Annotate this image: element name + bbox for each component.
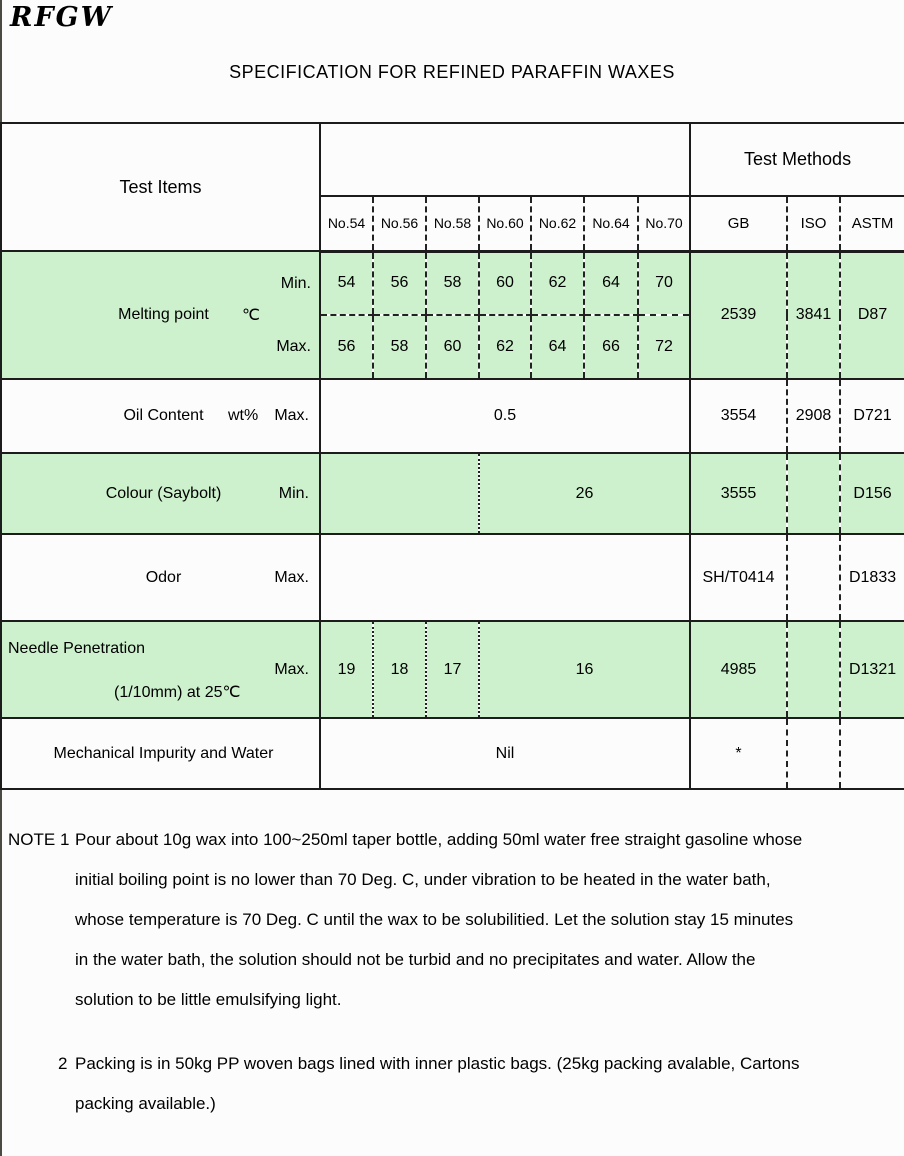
melting-min-no54: 54: [320, 251, 373, 315]
celsius-unit: ℃: [242, 307, 260, 324]
melting-min-no62: 62: [531, 251, 584, 315]
company-logo: RFGW: [10, 2, 113, 33]
odor-iso: [787, 534, 840, 621]
method-header-iso: ISO: [787, 196, 840, 251]
max-label: Max.: [274, 660, 309, 678]
odor-astm: D1833: [840, 534, 904, 621]
max-label: Max.: [274, 568, 309, 586]
melting-max-no64: 66: [584, 315, 638, 379]
needle-gb: 4985: [690, 621, 787, 718]
melting-min-no58: 58: [426, 251, 479, 315]
mechanical-gb: *: [690, 718, 787, 789]
oil-gb: 3554: [690, 379, 787, 453]
needle-label: Needle Penetration: [8, 639, 145, 657]
oil-content-value: 0.5: [320, 379, 690, 453]
melting-astm: D87: [840, 251, 904, 379]
note-1-line: whose temperature is 70 Deg. C until the wax to be solubilitied. Let the solution stay 15 minutes: [75, 910, 794, 929]
row-melting-point: [1, 251, 904, 315]
colour-astm: D156: [840, 453, 904, 534]
grade-header-no58: No.58: [426, 196, 479, 251]
note-1-line: solution to be little emulsifying light.: [75, 990, 342, 1009]
test-methods-header: Test Methods: [690, 123, 904, 196]
note-1: [0, 820, 890, 1020]
melting-max-no62: 64: [531, 315, 584, 379]
melting-max-no70: 72: [638, 315, 690, 379]
mechanical-astm: [840, 718, 904, 789]
mechanical-iso: [787, 718, 840, 789]
needle-sublabel: (1/10mm) at 25℃: [114, 684, 241, 702]
odor-gb: SH/T0414: [690, 534, 787, 621]
note-1-line: in the water bath, the solution should not be turbid and no precipitates and water. Allow the: [75, 950, 756, 969]
odor-value: [320, 534, 690, 621]
oil-content-item-cell: [1, 379, 320, 453]
grades-header-spacer: [320, 123, 690, 196]
mechanical-label: Mechanical Impurity and Water: [53, 744, 274, 762]
note-2: [0, 1044, 890, 1124]
melting-min-no70: 70: [638, 251, 690, 315]
min-label: Min.: [280, 274, 311, 292]
melting-max-no58: 60: [426, 315, 479, 379]
row-oil-content: [1, 379, 904, 453]
melting-point-label: Melting point: [118, 306, 209, 323]
melting-gb: 2539: [690, 251, 787, 379]
note-2-line: Packing is in 50kg PP woven bags lined with inner plastic bags. (25kg packing avalable, Cartons: [75, 1054, 800, 1073]
melting-max-no56: 58: [373, 315, 426, 379]
needle-no58: 17: [426, 621, 479, 718]
grade-header-no54: No.54: [320, 196, 373, 251]
spec-table: [0, 122, 904, 790]
melting-min-no56: 56: [373, 251, 426, 315]
note-2-label: 2: [58, 1054, 68, 1073]
melting-max-no60: 62: [479, 315, 531, 379]
melting-min-no64: 64: [584, 251, 638, 315]
oil-iso: 2908: [787, 379, 840, 453]
oil-content-label: Oil Content: [123, 407, 204, 424]
grade-header-no56: No.56: [373, 196, 426, 251]
row-odor: [1, 534, 904, 621]
min-label: Min.: [278, 484, 309, 502]
note-2-line: packing available.): [75, 1094, 216, 1113]
needle-astm: D1321: [840, 621, 904, 718]
note-1-line: Pour about 10g wax into 100~250ml taper bottle, adding 50ml water free straight gasoline whose: [75, 830, 803, 849]
oil-astm: D721: [840, 379, 904, 453]
grade-header-no60: No.60: [479, 196, 531, 251]
method-header-astm: ASTM: [840, 196, 904, 251]
colour-gb: 3555: [690, 453, 787, 534]
mechanical-value: Nil: [320, 718, 690, 789]
melting-min-no60: 60: [479, 251, 531, 315]
colour-value-high-grades: 26: [479, 453, 690, 534]
colour-value-low-grades: [320, 453, 479, 534]
row-colour-saybolt: [1, 453, 904, 534]
page-title: SPECIFICATION FOR REFINED PARAFFIN WAXES: [229, 62, 675, 82]
melting-max-no54: 56: [320, 315, 373, 379]
colour-iso: [787, 453, 840, 534]
needle-item-cell: [1, 621, 320, 718]
melting-iso: 3841: [787, 251, 840, 379]
melting-point-item-cell: [1, 251, 320, 379]
note-1-label: NOTE 1: [8, 830, 70, 849]
test-items-header: Test Items: [1, 123, 320, 251]
max-label: Max.: [274, 407, 309, 424]
colour-label: Colour (Saybolt): [105, 484, 222, 502]
method-header-gb: GB: [690, 196, 787, 251]
odor-label: Odor: [145, 568, 182, 586]
note-1-line: initial boiling point is no lower than 70 Deg. C, under vibration to be heated in the water bath,: [75, 870, 771, 889]
colour-item-cell: [1, 453, 320, 534]
row-needle-penetration: [1, 621, 904, 718]
needle-iso: [787, 621, 840, 718]
needle-no56: 18: [373, 621, 426, 718]
wt-percent-unit: wt%: [228, 407, 259, 424]
row-mechanical-impurity: [1, 718, 904, 789]
grade-header-no62: No.62: [531, 196, 584, 251]
max-label: Max.: [276, 337, 311, 355]
odor-item-cell: [1, 534, 320, 621]
needle-no54: 19: [320, 621, 373, 718]
notes-section: [0, 820, 890, 1124]
needle-no60-70: 16: [479, 621, 690, 718]
grade-header-no64: No.64: [584, 196, 638, 251]
mechanical-item-cell: [1, 718, 320, 789]
grade-header-no70: No.70: [638, 196, 690, 251]
